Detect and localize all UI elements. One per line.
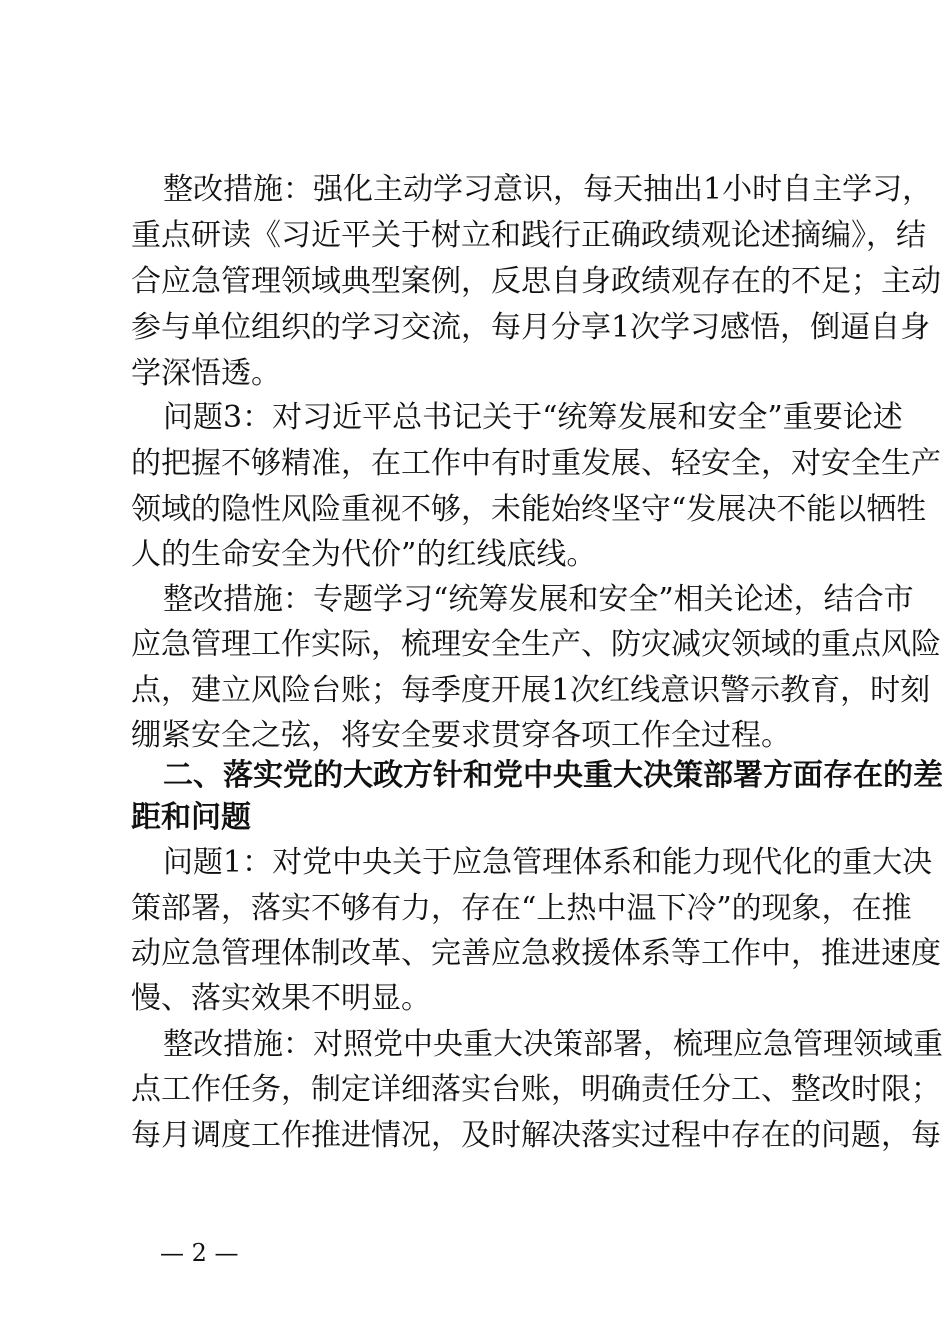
text-line: 点工作任务，制定详细落实台账，明确责任分工、整改时限； [131,1072,941,1107]
text-line: 合应急管理领域典型案例，反思自身政绩观存在的不足；主动 [131,264,941,299]
text-line: 慢、落实效果不明显。 [131,981,431,1016]
text-line: 人的生命安全为代价”的红线底线。 [131,537,597,572]
text-line: 学深悟透。 [131,356,281,391]
text-line: 动应急管理体制改革、完善应急救援体系等工作中，推进速度 [131,936,941,971]
text-line: 问题1：对党中央关于应急管理体系和能力现代化的重大决 [163,845,933,880]
text-line: 点，建立风险台账；每季度开展1次红线意识警示教育，时刻 [131,673,931,708]
text-line: 问题3：对习近平总书记关于“统筹发展和安全”重要论述 [163,400,903,435]
text-line: 绷紧安全之弦，将安全要求贯穿各项工作全过程。 [131,718,791,753]
text-line: 每月调度工作推进情况，及时解决落实过程中存在的问题，每 [131,1118,941,1153]
page-number: — 2 — [160,1239,239,1267]
text-line: 参与单位组织的学习交流，每月分享1次学习感悟，倒逼自身 [131,310,931,345]
text-line: 重点研读《习近平关于树立和践行正确政绩观论述摘编》，结 [131,218,926,253]
text-line: 二、落实党的大政方针和党中央重大决策部署方面存在的差 [163,758,943,793]
text-line: 领域的隐性风险重视不够，未能始终坚守“发展决不能以牺牲 [131,492,927,527]
text-line: 整改措施：专题学习“统筹发展和安全”相关论述，结合市 [163,582,914,617]
text-line: 策部署，落实不够有力，存在“上热中温下冷”的现象，在推 [131,891,912,926]
text-line: 距和问题 [131,800,251,835]
text-line: 应急管理工作实际，梳理安全生产、防灾减灾领域的重点风险 [131,627,941,662]
text-line: 的把握不够精准，在工作中有时重发展、轻安全，对安全生产 [131,446,941,481]
text-line: 整改措施：强化主动学习意识，每天抽出1小时自主学习， [163,172,933,207]
text-line: 整改措施：对照党中央重大决策部署，梳理应急管理领域重 [163,1027,943,1062]
